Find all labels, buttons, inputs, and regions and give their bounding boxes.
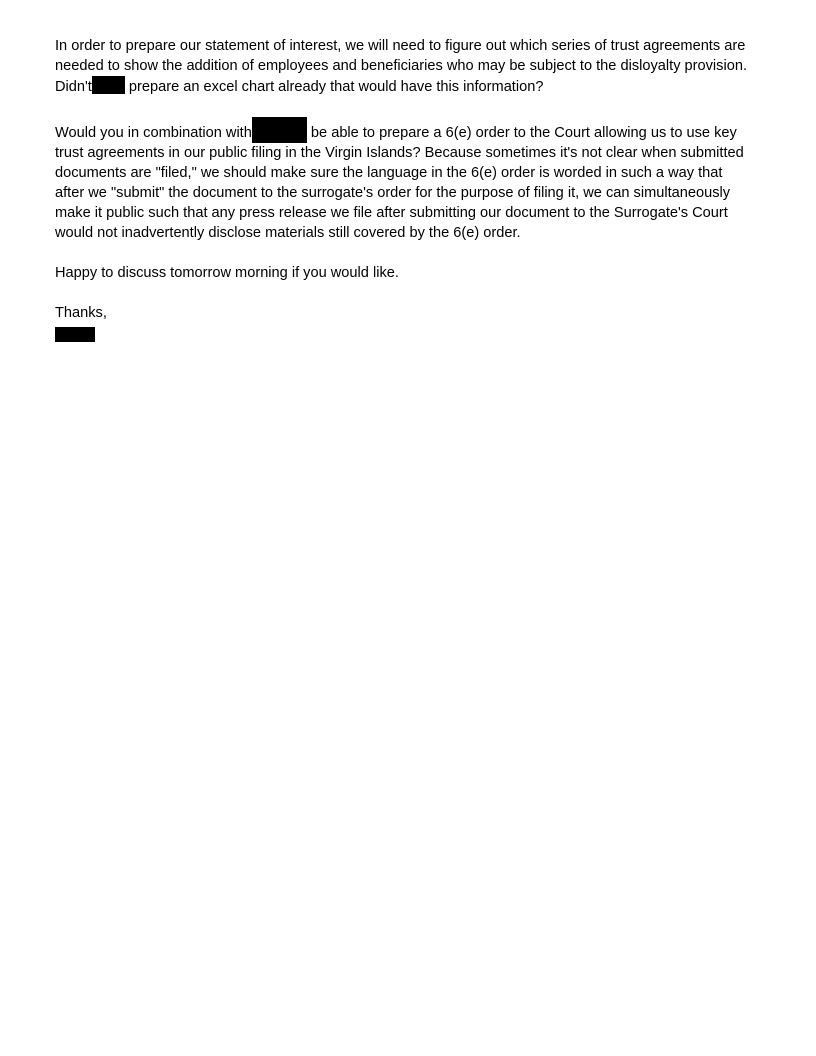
body-text: Would you in combination with	[55, 125, 252, 141]
paragraph-statement-of-interest	[55, 36, 765, 97]
body-line: needed to show the addition of employees and beneficiaries who may be subject to the disloyalty provision.	[55, 58, 747, 74]
body-line-with-redaction	[55, 76, 765, 97]
signature-redaction-box	[55, 327, 95, 342]
body-line: would not inadvertently disclose materials still covered by the 6(e) order.	[55, 225, 521, 241]
paragraph-6e-order	[55, 117, 765, 243]
body-text: prepare an excel chart already that would have this information?	[124, 79, 544, 95]
body-line-with-redaction	[55, 117, 765, 143]
redaction-box	[252, 117, 307, 143]
signature-block	[55, 303, 765, 342]
body-line: documents are "filed," we should make sure the language in the 6(e) order is worded in such a way that	[55, 165, 723, 181]
body-line: In order to prepare our statement of interest, we will need to figure out which series of trust agreements are	[55, 38, 746, 54]
email-body	[55, 36, 765, 342]
body-line: after we "submit" the document to the surrogate's order for the purpose of filing it, we can simultaneously	[55, 185, 731, 201]
redaction-box	[92, 76, 125, 94]
body-line: make it public such that any press release we file after submitting our document to the Surrogate's Court	[55, 205, 728, 221]
body-text: Didn't	[55, 79, 92, 95]
body-text: be able to prepare a 6(e) order to the Court allowing us to use key	[306, 125, 737, 141]
paragraph-discuss: Happy to discuss tomorrow morning if you would like.	[55, 265, 399, 281]
signoff: Thanks,	[55, 305, 107, 321]
body-line: trust agreements in our public filing in the Virgin Islands? Because sometimes it's not clear when submitted	[55, 145, 744, 161]
